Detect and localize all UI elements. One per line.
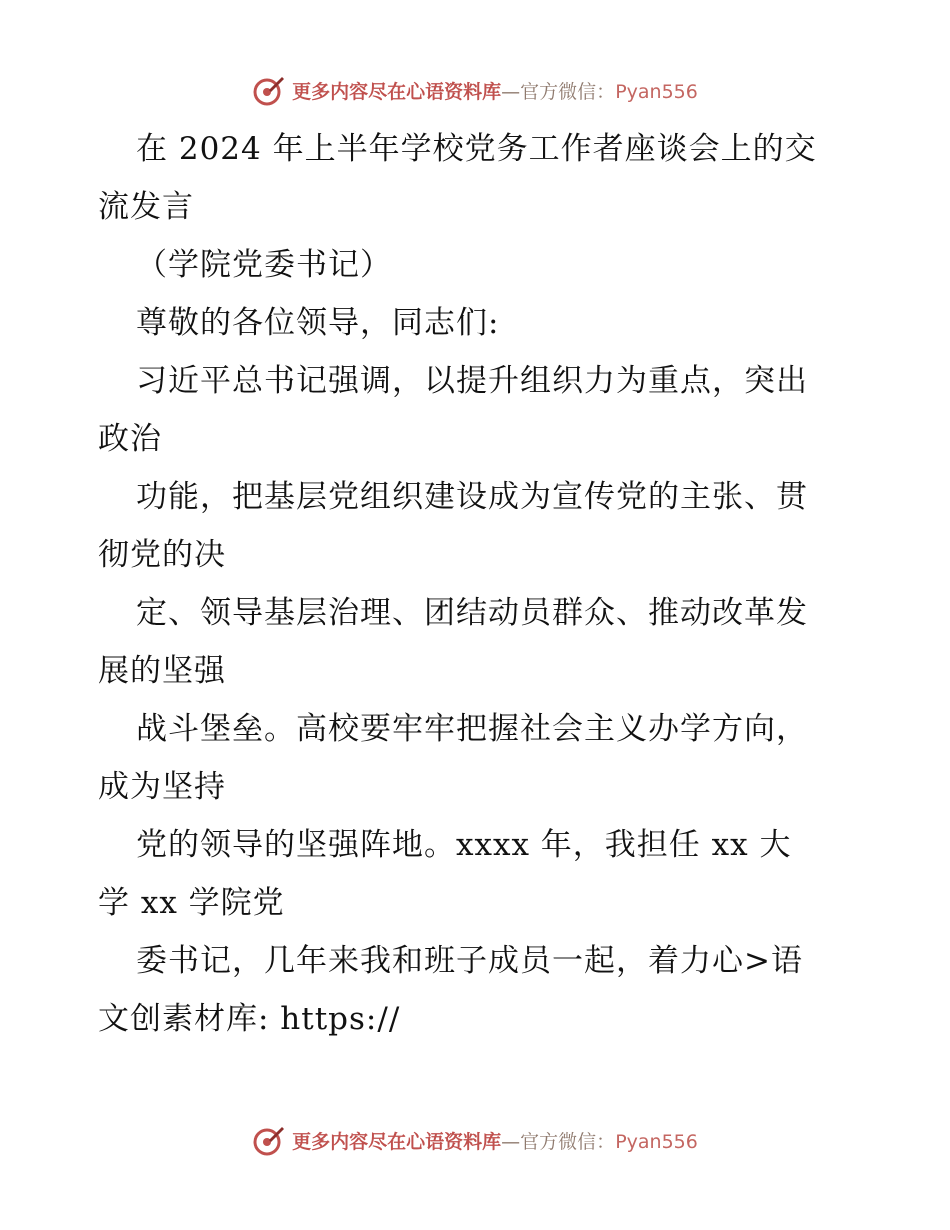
pen-logo-icon	[252, 1123, 286, 1157]
text-line: 战斗堡垒。高校要牢牢把握社会主义办学方向，	[136, 711, 808, 747]
text-line: 功能，把基层党组织建设成为宣传党的主张、贯	[136, 479, 808, 515]
text-line: 定、领导基层治理、团结动员群众、推动改革发	[136, 595, 808, 631]
text-line: 学 xx 学院党	[98, 885, 285, 921]
watermark-text: 更多内容尽在心语资料库—官方微信：Pyan556	[292, 1130, 698, 1153]
watermark-footer	[0, 1120, 950, 1160]
text-line: 文创素材库: https://	[98, 1001, 401, 1037]
text-line: 政治	[98, 421, 162, 457]
pen-logo-icon	[252, 73, 286, 107]
text-line: 流发言	[98, 189, 194, 225]
text-line: 成为坚持	[98, 769, 226, 805]
watermark-header	[0, 70, 950, 110]
text-line: 彻党的决	[98, 537, 226, 573]
text-line: 在 2024 年上半年学校党务工作者座谈会上的交	[136, 131, 817, 167]
text-line: 习近平总书记强调，以提升组织力为重点，突出	[136, 363, 808, 399]
text-line: 党的领导的坚强阵地。xxxx 年，我担任 xx 大	[136, 827, 792, 863]
watermark-text: 更多内容尽在心语资料库—官方微信：Pyan556	[292, 80, 698, 103]
text-line: 展的坚强	[98, 653, 226, 689]
text-line: 尊敬的各位领导，同志们:	[136, 305, 500, 341]
text-line: （学院党委书记）	[136, 247, 392, 283]
document-body	[98, 120, 858, 1048]
text-line: 委书记，几年来我和班子成员一起，着力心>语	[136, 943, 803, 979]
